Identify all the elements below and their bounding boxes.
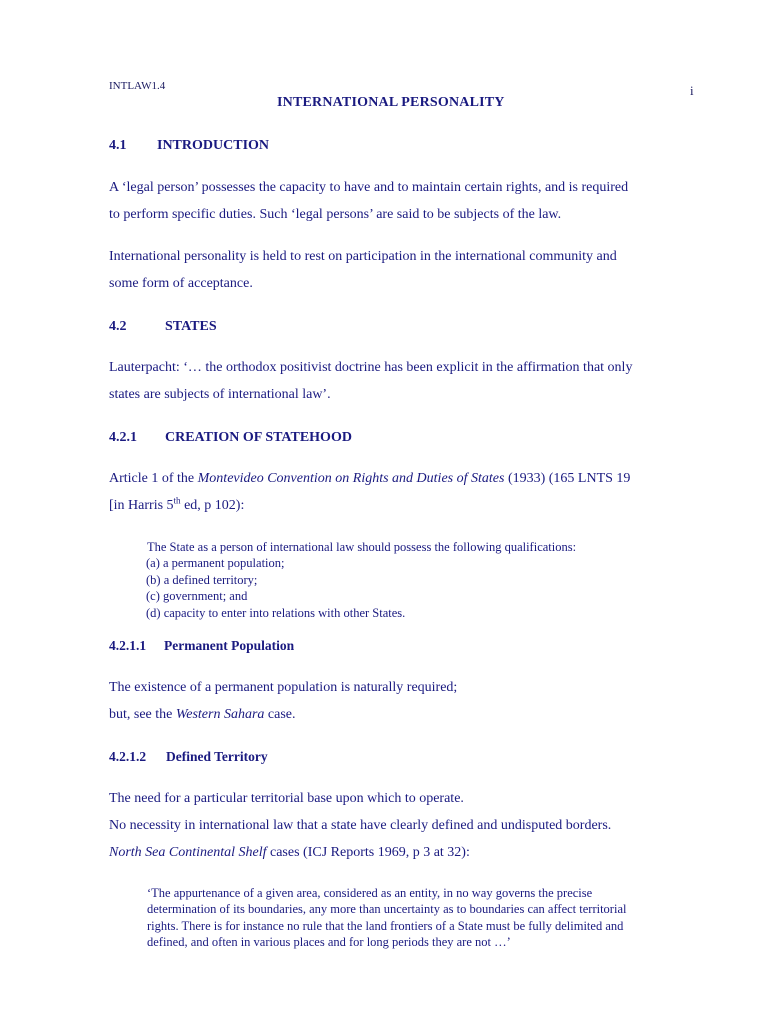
territory-line-3-suffix: cases (ICJ Reports 1969, p 3 at 32): [266,845,470,860]
page-number: i [690,83,694,98]
montevideo-quote-intro: The State as a person of international law should possess the following qualifications: [147,540,577,554]
territory-paragraph-line-1: The need for a particular territorial base upon which to operate. [109,791,464,806]
intro-paragraph-1-line-2: to perform specific duties. Such ‘legal persons’ are said to be subjects of the law. [109,207,562,222]
north-sea-quote-line: rights. There is for instance no rule that the land frontiers of a State must be fully delimited and [147,919,624,933]
north-sea-quote-line: determination of its boundaries, any more than uncertainty as to boundaries can affect territorial [147,902,627,916]
section-4-2-1-2-title: Defined Territory [166,749,268,764]
north-sea-quote-line: ‘The appurtenance of a given area, considered as an entity, in no way governs the precise [147,886,593,900]
north-sea-quote-line: defined, and often in various places and for long periods they are not …’ [147,935,511,949]
population-line-2-suffix: case. [264,707,296,722]
section-4-2-title: STATES [165,319,217,334]
article-1-suffix: (1933) (165 LNTS 19 [504,471,631,486]
intro-paragraph-2-line-1: International personality is held to rest on participation in the international community and [109,249,617,264]
population-paragraph-line-1: The existence of a permanent population is naturally required; [109,680,458,695]
section-4-1-number: 4.1 [109,138,127,153]
section-4-2-1-number: 4.2.1 [109,430,137,445]
territory-paragraph-line-3 [109,839,470,866]
document-code: INTLAW1.4 [109,80,166,92]
population-line-2-prefix: but, see the [109,707,176,722]
section-4-2-1-1-title: Permanent Population [164,638,295,653]
montevideo-quote-item: (c) government; and [146,589,248,603]
article-1-prefix: Article 1 of the [109,471,198,486]
article-1-harris-ref: [in Harris 5 [109,498,174,513]
montevideo-quote-item: (d) capacity to enter into relations with other States. [146,606,406,620]
article-1-edition-ref: ed, p 102): [180,498,245,513]
section-4-2-number: 4.2 [109,319,127,334]
western-sahara-case-name: Western Sahara [175,707,265,722]
north-sea-case-name: North Sea Continental Shelf [109,845,267,860]
montevideo-quote-item: (b) a defined territory; [146,573,258,587]
territory-paragraph-line-2: No necessity in international law that a state have clearly defined and undisputed borders. [109,818,612,833]
ordinal-superscript: th [173,495,181,506]
page-title: INTERNATIONAL PERSONALITY [277,95,505,110]
section-4-1-title: INTRODUCTION [157,138,270,153]
intro-paragraph-2-line-2: some form of acceptance. [109,276,253,291]
montevideo-quote-item: (a) a permanent population; [146,556,285,570]
states-paragraph-line-2: states are subjects of international law’. [109,387,331,402]
section-4-2-1-title: CREATION OF STATEHOOD [165,430,352,445]
article-1-line-1 [109,465,630,492]
montevideo-convention-title: Montevideo Convention on Rights and Duties of States [197,471,505,486]
article-1-line-2 [109,492,244,519]
population-paragraph-line-2 [109,701,296,728]
section-4-2-1-2-number: 4.2.1.2 [109,749,147,764]
section-4-2-1-1-number: 4.2.1.1 [109,638,147,653]
intro-paragraph-1-line-1: A ‘legal person’ possesses the capacity to have and to maintain certain rights, and is required [109,180,629,195]
states-paragraph-line-1: Lauterpacht: ‘… the orthodox positivist doctrine has been explicit in the affirmation that only [109,360,633,375]
